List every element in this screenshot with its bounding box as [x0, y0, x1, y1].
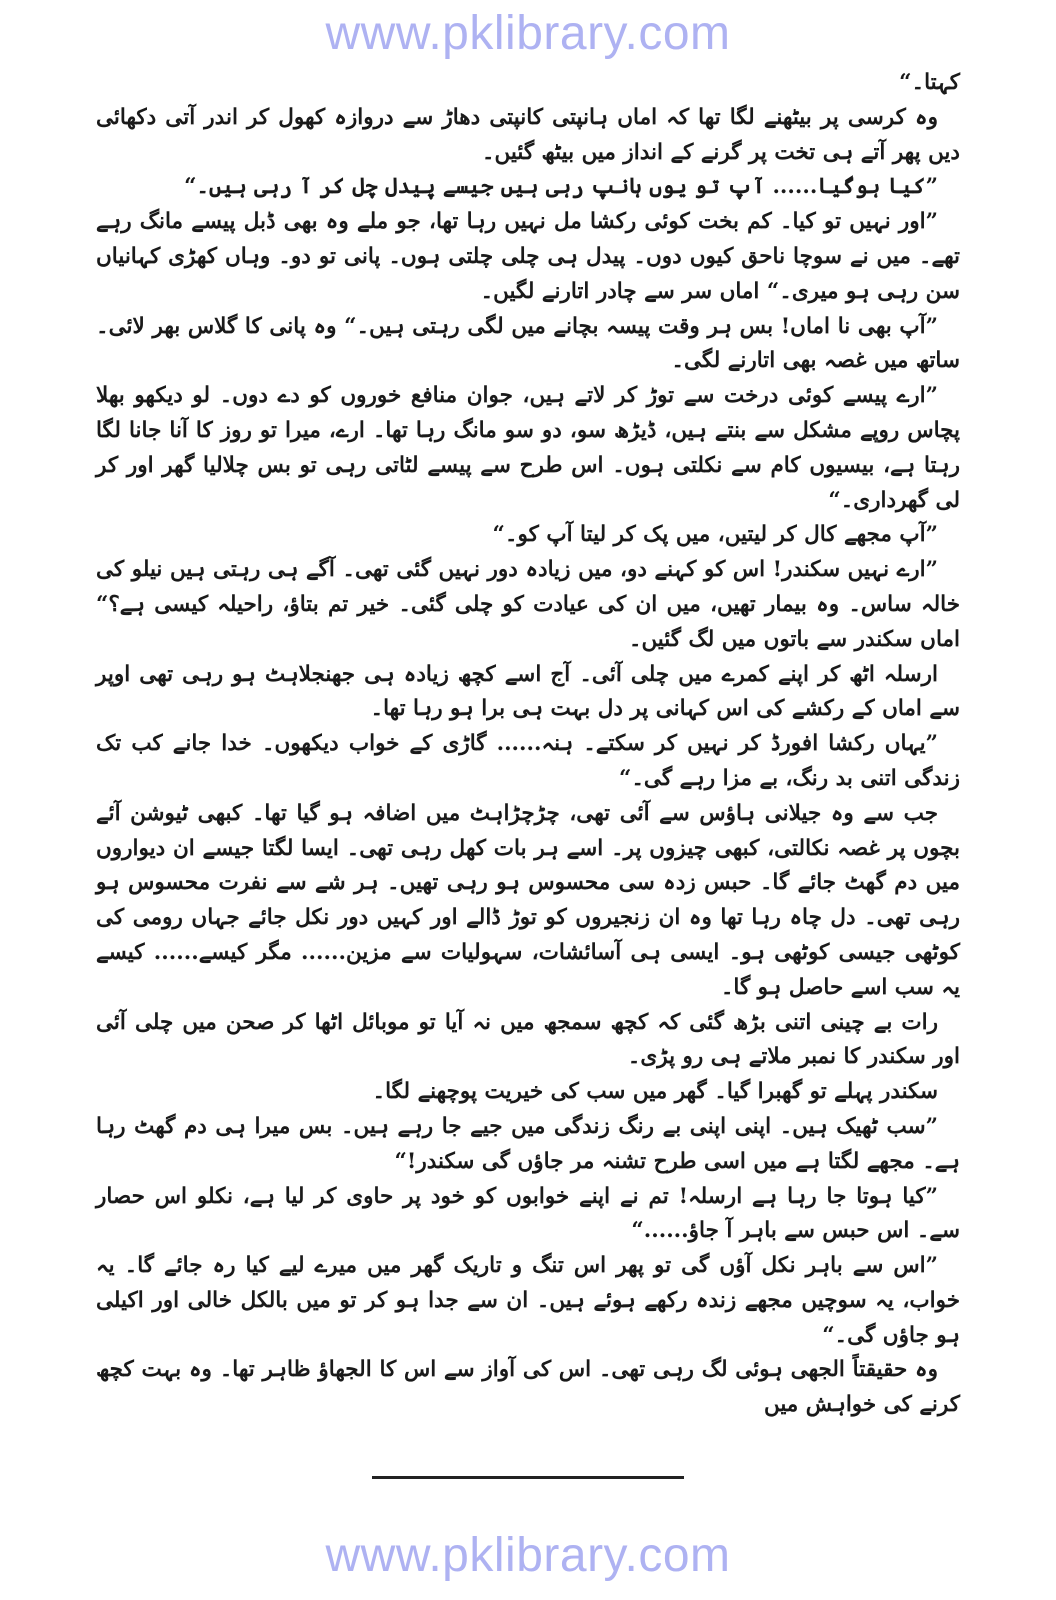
paragraph-12: رات بے چینی اتنی بڑھ گئی کہ کچھ سمجھ میں نہ آیا تو موبائل اٹھا کر صحن میں چلی آئی اور سکندر کا نمبر ملاتے ہی رو پڑی۔: [96, 1009, 960, 1070]
paragraph-5: ”آپ بھی نا اماں! بس ہر وقت پیسہ بچانے میں لگی رہتی ہیں۔“ وہ پانی کا گلاس بھر لائی۔ ساتھ میں غصہ بھی اتارنے لگی۔: [96, 313, 960, 374]
paragraph-15: ”کیا ہوتا جا رہا ہے ارسلہ! تم نے اپنے خوابوں کو خود پر حاوی کر لیا ہے، نکلو اس حصار سے۔ اس حبس سے باہر آ جاؤ......“: [96, 1183, 960, 1244]
paragraph-3: ”کیا ہوگیا...... آپ تو یوں ہانپ رہی ہیں جیسے پیدل چل کر آ رہی ہیں۔“: [184, 174, 938, 200]
watermark-top: www.pklibrary.com: [325, 7, 731, 60]
section-divider: [372, 1476, 684, 1479]
paragraph-1: کہتا۔“: [899, 70, 960, 95]
paragraph-13: سکندر پہلے تو گھبرا گیا۔ گھر میں سب کی خیریت پوچھنے لگا۔: [372, 1079, 938, 1105]
paragraph-6: ”ارے پیسے کوئی درخت سے توڑ کر لاتے ہیں، جوان منافع خوروں کو دے دوں۔ لو دیکھو بھلا پچاس روپے مشکل سے بنتے ہیں، ڈیڑھ سو، دو سو مانگ رہا تھا۔ ارے، میرا تو روز کا آنا جانا لگا رہتا ہے، بیسیوں کام سے نکلتی ہوں۔ اس طرح سے پیسے لٹاتی رہی تو بس چلالیا گھر اور کر لی گھرداری۔“: [96, 383, 960, 513]
watermark-bottom: www.pklibrary.com: [325, 1529, 731, 1582]
paragraph-2: وہ کرسی پر بیٹھنے لگا تھا کہ اماں ہانپتی کانپتی دھاڑ سے دروازہ کھول کر اندر آتی دکھائی دیں پھر آتے ہی تخت پر گرنے کے انداز میں بیٹھ گئیں۔: [96, 104, 960, 165]
urdu-story-text: [96, 66, 960, 1423]
paragraph-14: ”سب ٹھیک ہیں۔ اپنی اپنی بے رنگ زندگی میں جیے جا رہے ہیں۔ بس میرا ہی دم گھٹ رہا ہے۔ مجھے لگتا ہے میں اسی طرح تشنہ مر جاؤں گی سکندر!“: [96, 1113, 960, 1174]
paragraph-4: ”اور نہیں تو کیا۔ کم بخت کوئی رکشا مل نہیں رہا تھا، جو ملے وہ بھی ڈبل پیسے مانگ رہے تھے۔ میں نے سوچا ناحق کیوں دوں۔ پیدل ہی چلی چلتی ہوں۔ پانی تو دو۔ وہاں کھڑی کہانیاں سن رہی ہو میری۔“ اماں سر سے چادر اتارنے لگیں۔: [96, 209, 960, 304]
paragraph-17: وہ حقیقتاً الجھی ہوئی لگ رہی تھی۔ اس کی آواز سے اس کا الجھاؤ ظاہر تھا۔ وہ بہت کچھ کرنے کی خواہش میں: [96, 1357, 960, 1418]
paragraph-8: ”ارے نہیں سکندر! اس کو کہنے دو، میں زیادہ دور نہیں گئی تھی۔ آگے ہی رہتی ہیں نیلو کی خالہ ساس۔ وہ بیمار تھیں، میں ان کی عیادت کو چلی گئی۔ خیر تم بتاؤ، راحیلہ کیسی ہے؟“ اماں سکندر سے باتوں میں لگ گئیں۔: [96, 557, 960, 652]
paragraph-11: جب سے وہ جیلانی ہاؤس سے آئی تھی، چڑچڑاہٹ میں اضافہ ہو گیا تھا۔ کبھی ٹیوشن آئے بچوں پر غصہ نکالتی، کبھی چیزوں پر۔ اسے ہر بات کھل رہی تھی۔ ایسا لگتا جیسے ان دیواروں میں دم گھٹ جائے گا۔ حبس زدہ سی محسوس ہو رہی تھیں۔ ہر شے سے نفرت محسوس ہو رہی تھی۔ دل چاہ رہا تھا وہ ان زنجیروں کو توڑ ڈالے اور کہیں دور نکل جائے جہاں رومی کی کوٹھی جیسی کوٹھی ہو۔ ایسی ہی آسائشات، سہولیات سے مزین...... مگر کیسے...... کیسے یہ سب اسے حاصل ہو گا۔: [96, 800, 960, 1000]
paragraph-10: ”یہاں رکشا افورڈ کر نہیں کر سکتے۔ ہنہ...... گاڑی کے خواب دیکھوں۔ خدا جانے کب تک زندگی اتنی بد رنگ، بے مزا رہے گی۔“: [96, 731, 960, 791]
paragraph-7: ”آپ مجھے کال کر لیتیں، میں پک کر لیتا آپ کو۔“: [492, 522, 938, 548]
paragraph-16: ”اس سے باہر نکل آؤں گی تو پھر اس تنگ و تاریک گھر میں میرے لیے کیا رہ جائے گا۔ یہ خواب، یہ سوچیں مجھے زندہ رکھے ہوئے ہیں۔ ان سے جدا ہو کر تو میں بالکل خالی اور اکیلی ہو جاؤں گی۔“: [96, 1253, 960, 1348]
paragraph-9: ارسلہ اٹھ کر اپنے کمرے میں چلی آئی۔ آج اسے کچھ زیادہ ہی جھنجلاہٹ ہو رہی تھی اوپر سے اماں کے رکشے کی اس کہانی پر دل بہت ہی برا ہو رہا تھا۔: [96, 661, 960, 722]
